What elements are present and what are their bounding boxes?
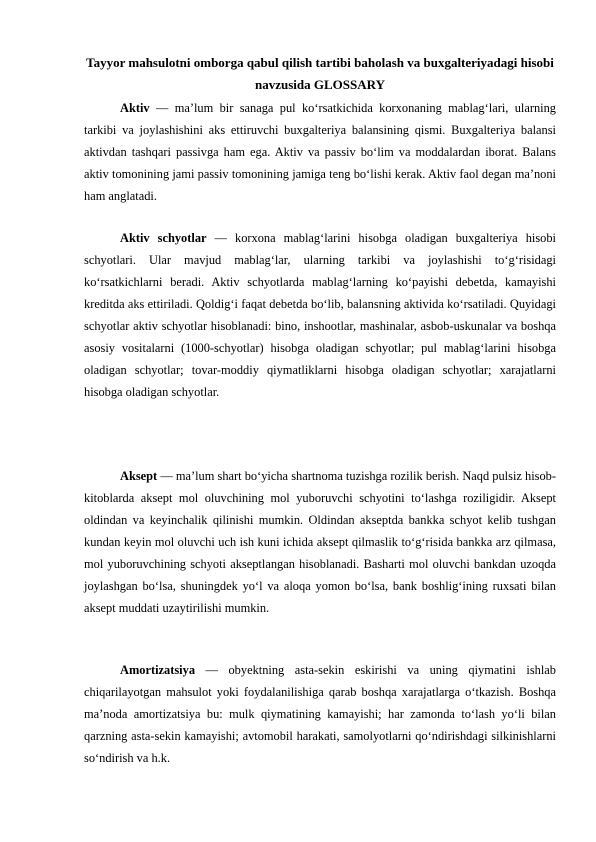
glossary-term: Amortizatsiya — [120, 663, 196, 677]
glossary-definition: — obyektning asta-sekin eskirishi va uning qiymatini ishlab chiqarilayotgan mahsulot yoki foydalanilishiga qarab boshqa xarajatlarga o‘tkazish. Boshqa ma’noda amortizatsiya bu: mulk qiymatining kamayishi; har zamonda to‘lash yo‘li bilan qarzning asta-sekin kamayishi; avtomobil harakati, samolyotlarni qo‘ndirishdagi silkinishlarni so‘ndirish va h.k. — [84, 663, 556, 765]
glossary-entry — [84, 465, 556, 619]
glossary-entry — [84, 97, 556, 207]
glossary-definition: — ma’lum shart bo‘yicha shartnoma tuzishga rozilik berish. Naqd pulsiz hisob-kitoblarda aksept mol oluvchining mol yuboruvchi schyotini to‘lashga roziligidir. Aksept oldindan va keyinchalik qilinishi mumkin. Oldindan akseptda bankka schyot kelib tushgan kundan keyin mol oluvchi uch ish kuni ichida aksept qilmaslik to‘g‘risida bankka arz qilmasa, mol yuboruvchining schyoti akseptlangan hisoblanadi. Basharti mol oluvchi bankdan uzoqda joylashgan bo‘lsa, shuningdek yo‘l va aloqa yomon bo‘lsa, bank boshlig‘ining ruxsati bilan aksept muddati uzaytirilishi mumkin. — [84, 469, 556, 615]
glossary-entry — [84, 227, 556, 403]
glossary-term: Aktiv schyotlar — [120, 231, 207, 245]
glossary-entry — [84, 659, 556, 769]
glossary-term: Aktiv — [120, 101, 150, 115]
glossary-term: Aksept — [120, 469, 158, 483]
glossary-definition: — korxona mablag‘larini hisobga oladigan buxgalteriya hisobi schyotlari. Ular mavjud mablag‘lar, ularning tarkibi va joylashishi to‘g‘risidagi ko‘rsatkichlarni beradi. Aktiv schyotlarda mablag‘larning ko‘payishi debetda, kamayishi kreditda aks ettiriladi. Qoldig‘i faqat debetda bo‘lib, balansning aktivida ko‘rsatiladi. Quyidagi schyotlar aktiv schyotlar hisoblanadi: bino, inshootlar, mashinalar, asbob-uskunalar va boshqa asosiy vositalarni (1000-schyotlar) hisobga oladigan schyotlar; pul mablag‘larini hisobga oladigan schyotlar; tovar-moddiy qiymatliklarni hisobga oladigan schyotlar; xarajatlarni hisobga oladigan schyotlar. — [84, 231, 556, 399]
glossary-definition: — ma’lum bir sanaga pul ko‘rsatkichida korxonaning mablag‘lari, ularning tarkibi va joylashishini aks ettiruvchi buxgalteriya balansining qismi. Buxgalteriya balansi aktivdan tashqari passivga ham ega. Aktiv va passiv bo‘lim va moddalardan iborat. Balans aktiv tomonining jami passiv tomonining jamiga teng bo‘lishi kerak. Aktiv faol degan ma’noni ham anglatadi. — [84, 101, 556, 203]
document-title: Tayyor mahsulotni omborga qabul qilish tartibi baholash va buxgalteriyadagi hisobi navzusida GLOSSARY — [86, 55, 554, 92]
